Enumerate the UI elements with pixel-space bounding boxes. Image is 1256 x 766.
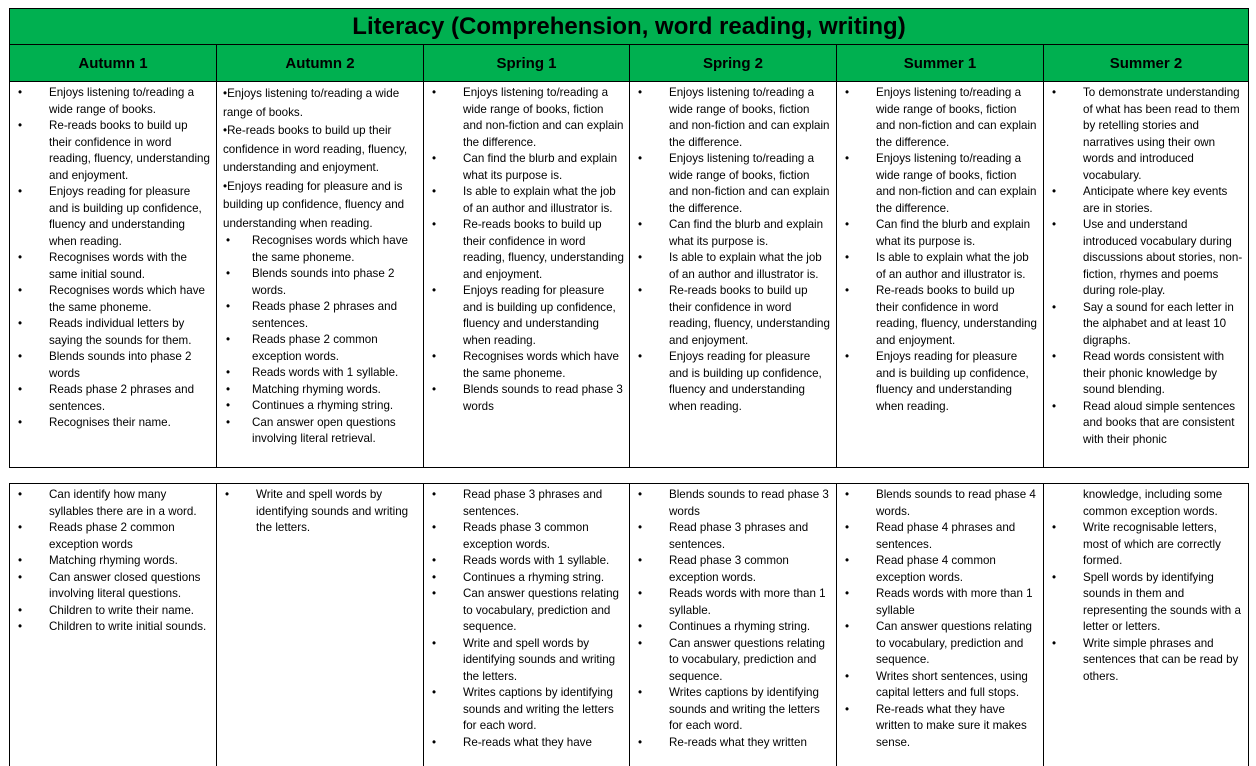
cell-spring-1: [424, 483, 630, 766]
list-item: • Can find the blurb and explain what its purpose is.: [636, 217, 832, 250]
list-item: • Continues a rhyming string.: [636, 619, 832, 636]
list-item: • Recognises words with the same initial sound.: [16, 250, 212, 283]
cell-autumn-2: [217, 82, 424, 468]
list-item: • Blends sounds to read phase 4 words.: [843, 487, 1039, 520]
list-item: • Children to write their name.: [16, 603, 212, 620]
list-item: • Recognises words which have the same phoneme.: [223, 233, 419, 266]
page-title: Literacy (Comprehension, word reading, writing): [9, 8, 1249, 45]
list-item: • Enjoys reading for pleasure and is building up confidence, fluency and understanding when reading.: [636, 349, 832, 415]
list-item: • Recognises words which have the same phoneme.: [16, 283, 212, 316]
list-item: • Re-reads books to build up their confidence in word reading, fluency, understanding and enjoyment.: [636, 283, 832, 349]
list-item: • Read phase 3 phrases and sentences.: [430, 487, 625, 520]
list-item: • Reads phase 2 common exception words: [16, 520, 212, 553]
list-item: • Continues a rhyming string.: [430, 570, 625, 587]
list-item: • Reads words with more than 1 syllable.: [636, 586, 832, 619]
objective-text: Re-reads books to build up their confidence in word reading, fluency, understanding and enjoyment.: [223, 124, 408, 174]
objective-list: [1050, 85, 1244, 448]
objective-text: Enjoys listening to/reading a wide range of books.: [223, 87, 400, 119]
list-item: • Blends sounds to read phase 3 words: [430, 382, 625, 415]
list-item: • Is able to explain what the job of an author and illustrator is.: [843, 250, 1039, 283]
list-item: • Matching rhyming words.: [16, 553, 212, 570]
list-item: • Can answer open questions involving literal retrieval.: [223, 415, 419, 448]
list-item: • Re-reads books to build up their confidence in word reading, fluency, understanding and enjoyment.: [843, 283, 1039, 349]
header-summer-2: Summer 2: [1044, 45, 1249, 82]
objective-list: [1050, 520, 1244, 685]
cell-autumn-1: [9, 82, 217, 468]
list-item: • Recognises words which have the same phoneme.: [430, 349, 625, 382]
list-item: • Enjoys listening to/reading a wide range of books, fiction and non-fiction and can explain the difference.: [636, 85, 832, 151]
list-item: • Reads words with 1 syllable.: [430, 553, 625, 570]
objective-text: Enjoys reading for pleasure and is building up confidence, fluency and understanding when reading.: [223, 179, 405, 230]
list-item: • Blends sounds to read phase 3 words: [636, 487, 832, 520]
list-item: • Enjoys listening to/reading a wide range of books, fiction and non-fiction and can explain the difference.: [843, 151, 1039, 217]
cell-summer-2: [1044, 483, 1249, 766]
list-item-continued: knowledge, including some common exception words.: [1083, 488, 1223, 518]
list-item: • Re-reads what they have written to make sure it makes sense.: [843, 702, 1039, 752]
list-item: • Reads phase 2 common exception words.: [223, 332, 419, 365]
list-item: • Writes short sentences, using capital letters and full stops.: [843, 669, 1039, 702]
list-item: • Writes captions by identifying sounds and writing the letters for each word.: [636, 685, 832, 735]
objective-list: [636, 85, 832, 415]
list-item: • Reads phase 3 common exception words.: [430, 520, 625, 553]
objective-paragraph: [223, 122, 419, 178]
objective-list: [430, 487, 625, 751]
cell-spring-2: [630, 483, 837, 766]
term-header-row: [9, 45, 1249, 82]
header-spring-1: Spring 1: [424, 45, 630, 82]
list-item: • Read phase 3 common exception words.: [636, 553, 832, 586]
list-item: • Re-reads books to build up their confidence in word reading, fluency, understanding and enjoyment.: [16, 118, 212, 184]
objective-paragraphs: [223, 85, 419, 233]
list-item: • Use and understand introduced vocabulary during discussions about stories, non-fiction, rhymes and poems during role-play.: [1050, 217, 1244, 300]
list-item: • Write simple phrases and sentences that can be read by others.: [1050, 636, 1244, 686]
list-item: • Matching rhyming words.: [223, 382, 419, 399]
objective-list: [223, 487, 419, 537]
objective-paragraph: [223, 178, 419, 234]
list-item: • Blends sounds into phase 2 words: [16, 349, 212, 382]
list-item: • Can find the blurb and explain what its purpose is.: [843, 217, 1039, 250]
list-item: • Say a sound for each letter in the alphabet and at least 10 digraphs.: [1050, 300, 1244, 350]
list-item: • Spell words by identifying sounds in them and representing the sounds with a letter or letters.: [1050, 570, 1244, 636]
objective-list: [843, 487, 1039, 751]
objective-list: [223, 233, 419, 448]
cell-summer-1: [837, 82, 1044, 468]
list-item: • Blends sounds into phase 2 words.: [223, 266, 419, 299]
list-item: • Write recognisable letters, most of which are correctly formed.: [1050, 520, 1244, 570]
objective-list: [430, 85, 625, 415]
list-item: • Writes captions by identifying sounds and writing the letters for each word.: [430, 685, 625, 735]
list-item: • Can answer closed questions involving literal questions.: [16, 570, 212, 603]
list-item: • Enjoys listening to/reading a wide range of books, fiction and non-fiction and can explain the difference.: [430, 85, 625, 151]
list-item: • Enjoys reading for pleasure and is building up confidence, fluency and understanding when reading.: [843, 349, 1039, 415]
list-item: • Can find the blurb and explain what its purpose is.: [430, 151, 625, 184]
list-item: • Re-reads books to build up their confidence in word reading, fluency, understanding and enjoyment.: [430, 217, 625, 283]
list-item: • Enjoys reading for pleasure and is building up confidence, fluency and understanding when reading.: [430, 283, 625, 349]
cell-autumn-1: [9, 483, 217, 766]
table-row-1: [9, 82, 1249, 468]
header-summer-1: Summer 1: [837, 45, 1044, 82]
list-item: • Is able to explain what the job of an author and illustrator is.: [636, 250, 832, 283]
objective-list: [843, 85, 1039, 415]
cell-spring-2: [630, 82, 837, 468]
list-item: • Can answer questions relating to vocabulary, prediction and sequence.: [843, 619, 1039, 669]
table-row-2: [9, 483, 1249, 766]
objective-list: [16, 487, 212, 636]
header-autumn-1: Autumn 1: [9, 45, 217, 82]
list-item: • Can answer questions relating to vocabulary, prediction and sequence.: [430, 586, 625, 636]
list-item: • Anticipate where key events are in stories.: [1050, 184, 1244, 217]
list-item: • Reads words with 1 syllable.: [223, 365, 419, 382]
list-item: • Read aloud simple sentences and books that are consistent with their phonic: [1050, 399, 1244, 449]
list-item: • Enjoys listening to/reading a wide range of books.: [16, 85, 212, 118]
list-item: • Re-reads what they written: [636, 735, 832, 752]
list-item: • Enjoys listening to/reading a wide range of books, fiction and non-fiction and can explain the difference.: [636, 151, 832, 217]
objective-list: [16, 85, 212, 432]
list-item: • Write and spell words by identifying sounds and writing the letters.: [223, 487, 419, 537]
list-item: • Read phase 4 common exception words.: [843, 553, 1039, 586]
list-item: • Enjoys listening to/reading a wide range of books, fiction and non-fiction and can explain the difference.: [843, 85, 1039, 151]
header-spring-2: Spring 2: [630, 45, 837, 82]
list-item: • Reads individual letters by saying the sounds for them.: [16, 316, 212, 349]
list-item: • Write and spell words by identifying sounds and writing the letters.: [430, 636, 625, 686]
cell-autumn-2: [217, 483, 424, 766]
cell-summer-2: [1044, 82, 1249, 468]
cell-summer-1: [837, 483, 1044, 766]
list-item: • Enjoys reading for pleasure and is building up confidence, fluency and understanding when reading.: [16, 184, 212, 250]
objective-list: [636, 487, 832, 751]
list-item: • Recognises their name.: [16, 415, 212, 432]
cell-spring-1: [424, 82, 630, 468]
list-item: • Reads words with more than 1 syllable: [843, 586, 1039, 619]
list-item: • Is able to explain what the job of an author and illustrator is.: [430, 184, 625, 217]
list-item: • Reads phase 2 phrases and sentences.: [16, 382, 212, 415]
list-item: • Reads phase 2 phrases and sentences.: [223, 299, 419, 332]
list-item: • To demonstrate understanding of what has been read to them by retelling stories and narratives using their own words and introduced vocabulary.: [1050, 85, 1244, 184]
objective-paragraph: [223, 85, 419, 122]
list-item: • Read phase 3 phrases and sentences.: [636, 520, 832, 553]
list-item: • Re-reads what they have: [430, 735, 625, 752]
list-item: • Can answer questions relating to vocabulary, prediction and sequence.: [636, 636, 832, 686]
header-autumn-2: Autumn 2: [217, 45, 424, 82]
list-item: • Read words consistent with their phonic knowledge by sound blending.: [1050, 349, 1244, 399]
list-item: • Continues a rhyming string.: [223, 398, 419, 415]
list-item: • Can identify how many syllables there are in a word.: [16, 487, 212, 520]
list-item: • Read phase 4 phrases and sentences.: [843, 520, 1039, 553]
list-item: • Children to write initial sounds.: [16, 619, 212, 636]
